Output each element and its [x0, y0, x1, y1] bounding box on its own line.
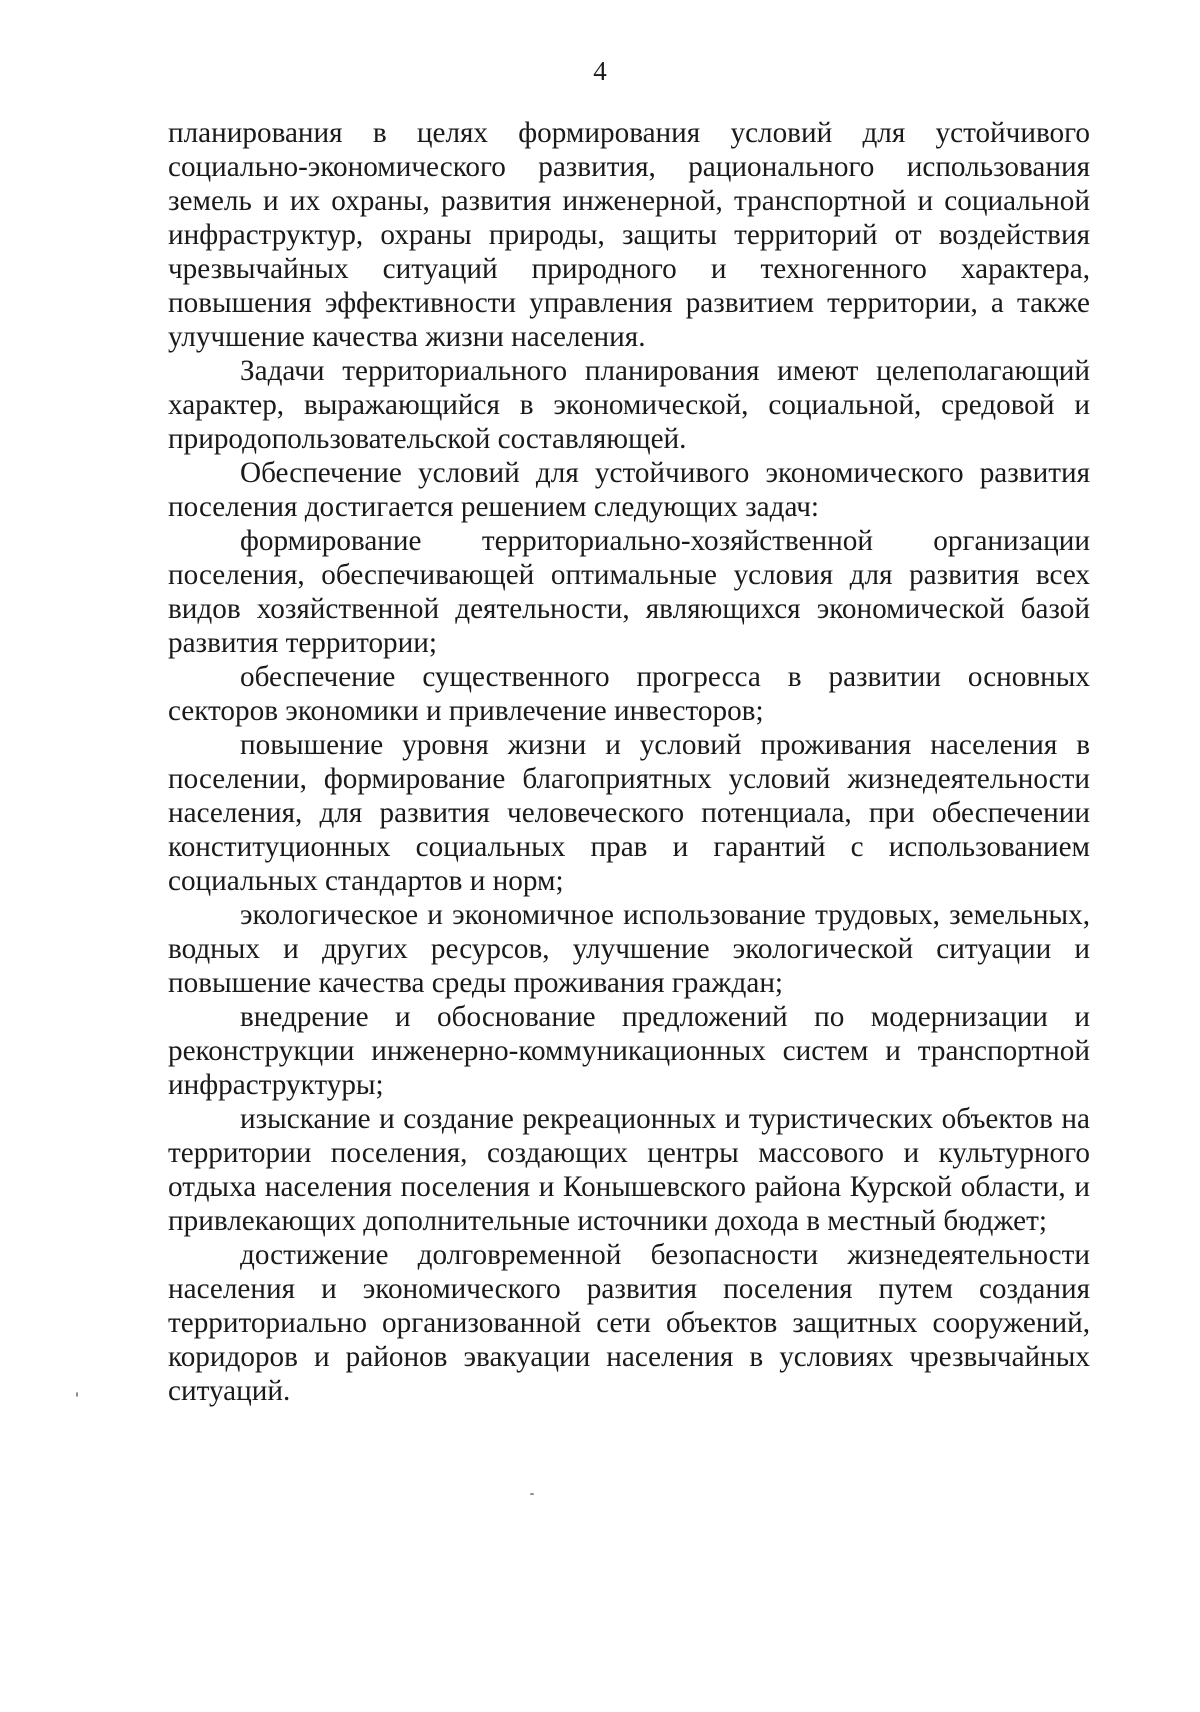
scan-speck [76, 1392, 78, 1397]
list-item-infrastructure: внедрение и обоснование предложений по модернизации и реконструкции инженерно-коммуникационных систем и транспортной инфраструктуры; [168, 1001, 1090, 1101]
scan-speck [530, 1493, 534, 1495]
list-item-resource-use: экологическое и экономичное использование трудовых, земельных, водных и других ресурсов, улучшение экологической ситуации и повышение качества среды проживания граждан; [168, 899, 1090, 999]
paragraph-continuation: планирования в целях формирования условий для устойчивого социально-экономического развития, рационального использования земель и их охраны, развития инженерной, транспортной и социальной инфраструктур, охраны природы, защиты территорий от воздействия чрезвычайных ситуаций природного и техногенного характера, повышения эффективности управления развитием территории, а также улучшение качества жизни населения. [168, 117, 1090, 353]
document-body [168, 116, 1090, 1408]
page-number: 4 [593, 56, 607, 86]
paragraph-planning-tasks: Задачи территориального планирования имеют целеполагающий характер, выражающийся в экономической, социальной, средовой и природопользовательской составляющей. [168, 355, 1090, 455]
list-item-safety: достижение долговременной безопасности жизнедеятельности населения и экономического развития поселения путем создания территориально организованной сети объектов защитных сооружений, коридоров и районов эвакуации населения в условиях чрезвычайных ситуаций. [168, 1239, 1090, 1407]
list-item-economic-progress: обеспечение существенного прогресса в развитии основных секторов экономики и привлечение инвесторов; [168, 661, 1090, 727]
list-item-territorial-organization: формирование территориально-хозяйственной организации поселения, обеспечивающей оптимальные условия для развития всех видов хозяйственной деятельности, являющихся экономической базой развития территории; [168, 525, 1090, 659]
list-item-living-standards: повышение уровня жизни и условий проживания населения в поселении, формирование благоприятных условий жизнедеятельности населения, для развития человеческого потенциала, при обеспечении конституционных социальных прав и гарантий с использованием социальных стандартов и норм; [168, 729, 1090, 897]
paragraph-sustainable-development: Обеспечение условий для устойчивого экономического развития поселения достигается решением следующих задач: [168, 457, 1090, 523]
list-item-recreation: изыскание и создание рекреационных и туристических объектов на территории поселения, создающих центры массового и культурного отдыха населения поселения и Конышевского района Курской области, и привлекающих дополнительные источники дохода в местный бюджет; [168, 1103, 1090, 1237]
